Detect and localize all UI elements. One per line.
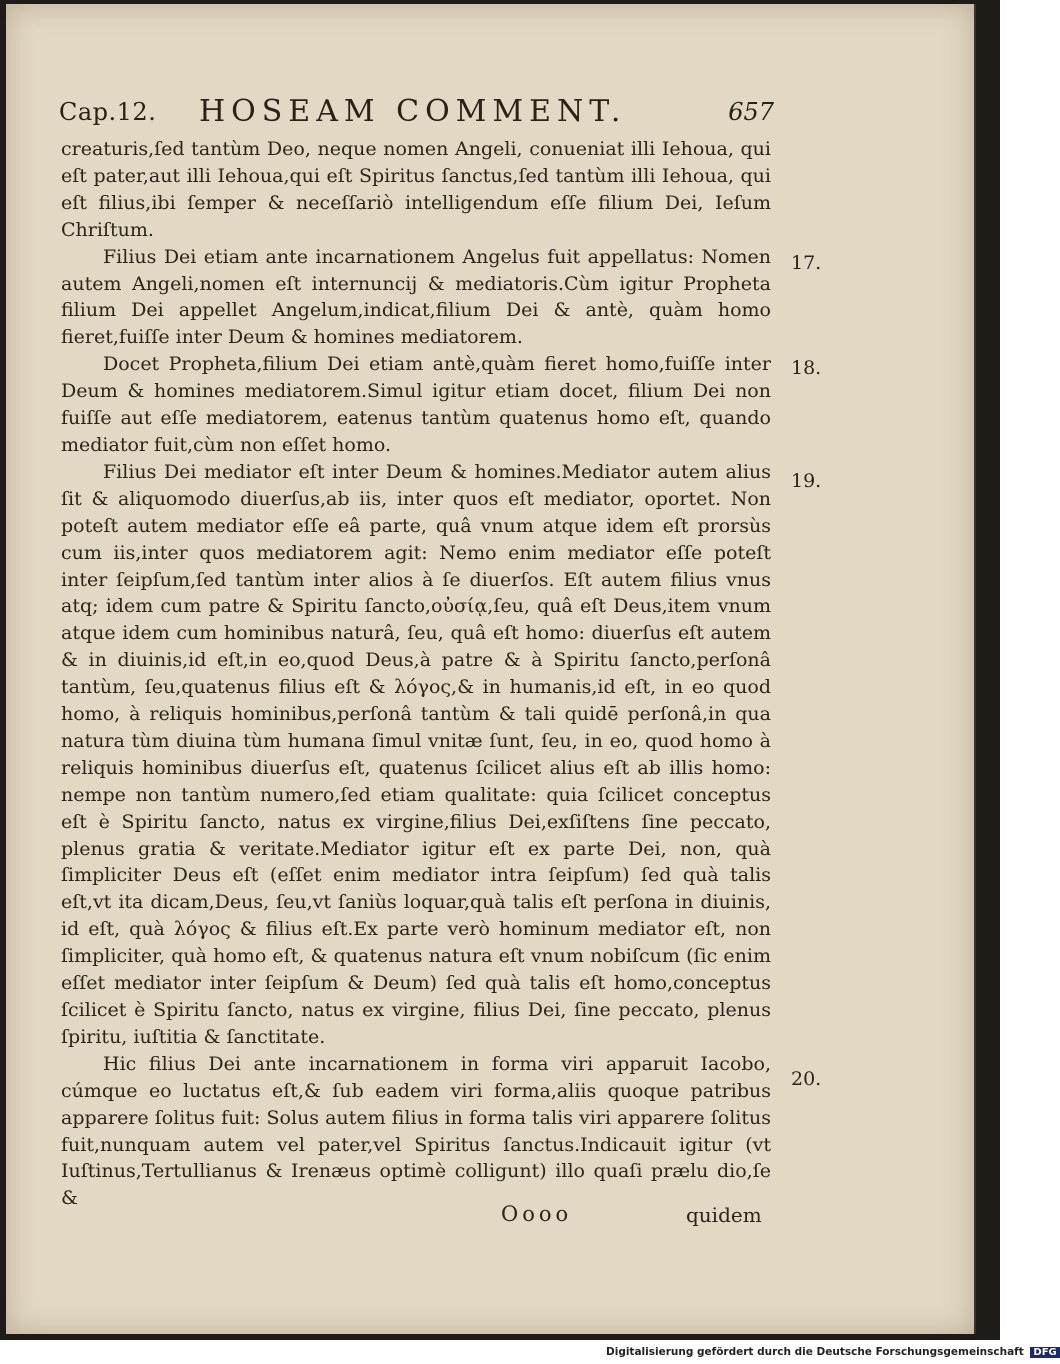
margin-number-20: 20. <box>791 1068 822 1090</box>
running-title: HOSEAM COMMENT. <box>199 94 627 129</box>
digitization-footer <box>606 1346 1057 1362</box>
running-header <box>59 94 774 134</box>
paragraph-18: Docet Propheta,filium Dei etiam antè,quàm fieret homo,fuiſſe inter Deum & homines mediatorem.Simul igitur etiam docet, filium Dei non fuiſſe aut eſſe mediatorem, eatenus tantùm quatenus homo eſt, quando mediator fuit,cùm non eſſet homo. <box>61 353 771 456</box>
footer-text: Digitalisierung gefördert durch die Deutsche Forschungsgemeinschaft <box>606 1346 1024 1358</box>
paragraph-continuation: creaturis,ſed tantùm Deo, neque nomen Angeli, conueniat illi Iehoua, qui eſt pater,aut illi Iehoua,qui eſt Spiritus ſanctus,ſed tantùm illi Iehoua, qui eſt filius,ibi ſemper & neceſſariò intelligendum eſſe filium Dei, Ieſum Chriſtum. <box>61 138 771 241</box>
body-text <box>61 136 771 1212</box>
paragraph-19: Filius Dei mediator eſt inter Deum & homines.Mediator autem alius ſit & aliquomodo diuerſus,ab iis, inter quos eſt mediator, oportet. Non poteſt autem mediator eſſe eâ parte, quâ vnum atque idem eſt prorsùs cum iis,inter quos mediatorem agit: Nemo enim mediator eſſe poteſt inter ſeipſum,ſed tantùm inter alios à ſe diuerſos. Eſt autem filius vnus atq; idem cum patre & Spiritu ſancto,οὐσίᾳ,ſeu, quâ eſt Deus,item vnum atque idem cum hominibus naturâ, ſeu, quâ eſt homo: diuerſus eſt autem & in diuinis,id eſt,in eo,quod Deus,à patre & à Spiritu ſancto,perſonâ tantùm, ſeu,quatenus filius eſt & λόγος,& in humanis,id eſt, in eo quod homo, à reliquis hominibus,perſonâ tantùm & tali quidē perſonâ,in qua natura tùm diuina tùm humana ſimul vnitæ ſunt, ſeu, in eo, quod homo à reliquis hominibus diuerſus eſt, quatenus ſcilicet alius eſt ab illis homo: nempe non tantùm numero,ſed etiam qualitate: quia ſcilicet conceptus eſt è Spiritu ſancto, natus ex virgine,filius Dei,exſiſtens ſine peccato, plenus gratia & veritate.Mediator igitur eſt ex parte Dei, non, quà ſimpliciter Deus eſt (eſſet enim mediator intra ſeipſum) ſed quà talis eſt,vt ita dicam,Deus, ſeu,vt ſaniùs loquar,quà talis eſt perſona in diuinis, id eſt, quà λόγος & filius eſt.Ex parte verò hominum mediator eſt, non ſimpliciter, quà homo eſt, & quatenus natura eſt vnum nobiſcum (ſic enim eſſet mediator inter ſeipſum & Deum) ſed quà talis eſt homo,conceptus ſcilicet è Spiritu ſancto, natus ex virgine, filius Dei, ſine peccato, plenus ſpiritu, iuſtitia & ſanctitate. <box>61 460 771 1048</box>
signature-mark: Oooo <box>501 1202 573 1226</box>
book-page <box>6 4 976 1334</box>
paragraph-20: Hic filius Dei ante incarnationem in forma viri apparuit Iacobo, cúmque eo luctatus eſt,& ſub eadem viri forma,aliis quoque patribus apparere ſolitus fuit: Solus autem filius in forma talis viri apparere ſolitus fuit,nunquam autem vel pater,vel Spiritus ſanctus.Indicauit igitur (vt Iuſtinus,Tertullianus & Irenæus optimè colligunt) illo quaſi prælu dio,ſe & <box>61 1052 771 1210</box>
page-number: 657 <box>728 98 774 126</box>
margin-number-18: 18. <box>791 357 822 379</box>
dfg-logo: DFG <box>1030 1347 1059 1358</box>
margin-number-19: 19. <box>791 470 822 492</box>
chapter-label: Cap.12. <box>59 98 157 126</box>
catchword: quidem <box>686 1203 762 1227</box>
margin-number-17: 17. <box>791 252 822 274</box>
paragraph-17: Filius Dei etiam ante incarnationem Angelus fuit appellatus: Nomen autem Angeli,nomen eſt internuncij & mediatoris.Cùm igitur Propheta filium Dei appellet Angelum,indicat,filium Dei & antè, quàm homo fieret,fuiſſe inter Deum & homines mediatorem. <box>61 245 771 349</box>
